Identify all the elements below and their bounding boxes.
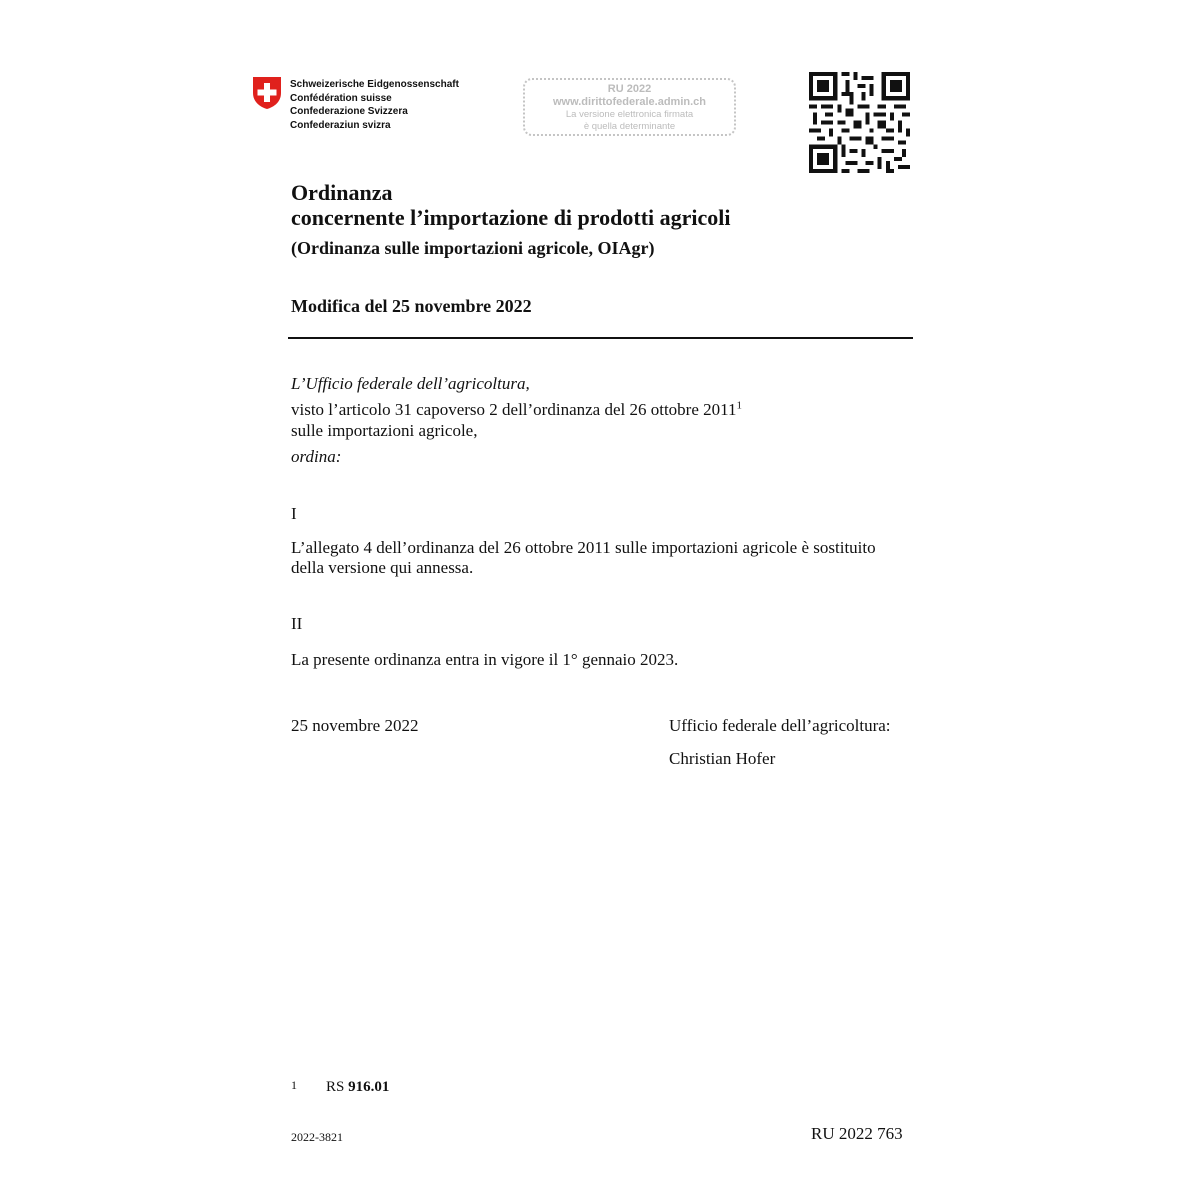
section-1-line-2: della versione qui annessa. bbox=[291, 558, 474, 577]
qr-code-icon bbox=[809, 72, 910, 173]
title-separator bbox=[288, 337, 913, 339]
footnote-reference[interactable]: 1 bbox=[736, 399, 742, 412]
section-2-heading: II bbox=[291, 614, 303, 633]
swiss-emblem-icon bbox=[252, 76, 282, 110]
confederation-name-fr: Confédération suisse bbox=[290, 92, 392, 104]
issuing-authority: L’Ufficio federale dell’agricoltura, bbox=[291, 374, 530, 393]
confederation-name-it: Confederazione Svizzera bbox=[290, 106, 408, 117]
electronic-signature-stamp bbox=[523, 78, 736, 136]
section-1-line-1: L’allegato 4 dell’ordinanza del 26 ottobre 2011 sulle importazioni agricole è sostituito bbox=[291, 538, 876, 557]
document-subtitle: (Ordinanza sulle importazioni agricole, OIAgr) bbox=[291, 238, 655, 258]
stamp-url: www.dirittofederale.admin.ch bbox=[552, 96, 706, 108]
section-2-text: La presente ordinanza entra in vigore il 1° gennaio 2023. bbox=[291, 650, 679, 669]
footnote-text bbox=[326, 1079, 389, 1096]
stamp-note-2: è quella determinante bbox=[583, 121, 676, 132]
official-collection-reference: RU 2022 763 bbox=[811, 1124, 903, 1143]
confederation-names bbox=[290, 78, 459, 132]
confederation-name-rm: Confederaziun svizra bbox=[290, 119, 391, 131]
preamble-line-1 bbox=[291, 400, 742, 420]
footnote-number: 1 bbox=[291, 1078, 297, 1092]
enacting-formula: ordina: bbox=[291, 447, 342, 466]
stamp-collection: RU 2022 bbox=[607, 83, 652, 95]
confederation-name-de: Schweizerische Eidgenossenschaft bbox=[290, 79, 459, 90]
preamble-text-1: visto l’articolo 31 capoverso 2 dell’ordinanza del 26 ottobre 2011 bbox=[291, 400, 737, 419]
footnote-prefix: RS bbox=[326, 1079, 349, 1095]
document-title bbox=[291, 180, 731, 230]
signature-name: Christian Hofer bbox=[669, 749, 776, 768]
title-line-2: concernente l’importazione di prodotti agricoli bbox=[291, 205, 731, 230]
footnote-ref-number: 916.01 bbox=[348, 1079, 390, 1095]
document-date: 25 novembre 2022 bbox=[291, 716, 419, 735]
document-number: 2022-3821 bbox=[291, 1130, 343, 1144]
signature-office: Ufficio federale dell’agricoltura: bbox=[669, 716, 891, 735]
preamble-line-2: sulle importazioni agricole, bbox=[291, 421, 478, 440]
section-1-heading: I bbox=[291, 504, 297, 523]
amendment-heading: Modifica del 25 novembre 2022 bbox=[291, 296, 532, 316]
title-line-1: Ordinanza bbox=[291, 180, 393, 205]
stamp-note-1: La versione elettronica firmata bbox=[565, 109, 694, 120]
